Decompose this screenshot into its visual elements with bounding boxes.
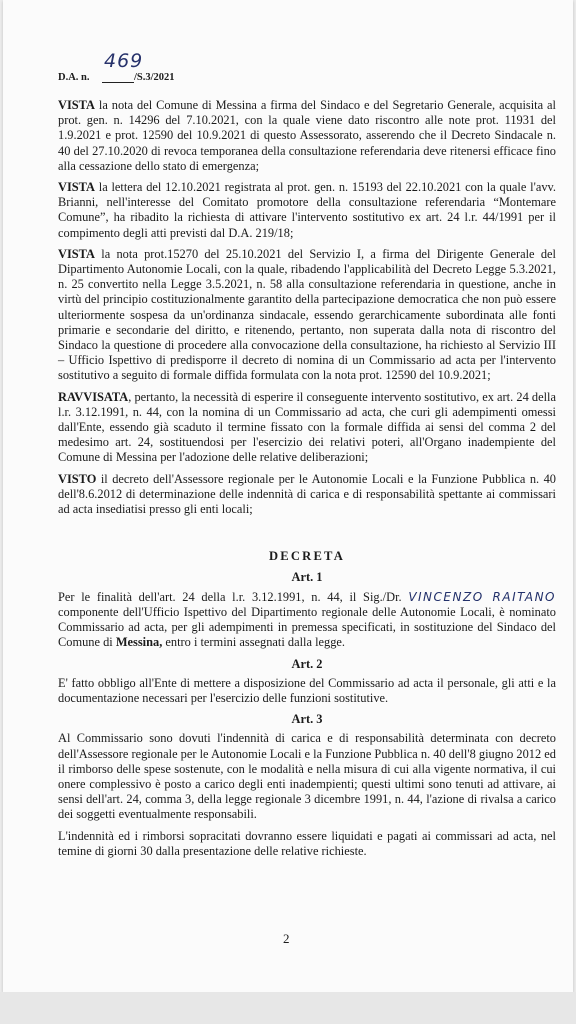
- article-1-text-a: Per le finalità dell'art. 24 della l.r. 3.12.1991, n. 44, il Sig./Dr.: [58, 589, 409, 604]
- premessa-ravvisata: [58, 390, 556, 466]
- article-2-text: E' fatto obbligo all'Ente di mettere a disposizione del Commissario ad acta il personale, gli atti e la documentazione necessari per l'esercizio delle funzioni sostitutive.: [58, 675, 556, 705]
- premessa-lead: VISTA: [58, 98, 95, 112]
- premessa-lead: VISTA: [58, 180, 95, 195]
- premessa-vista-1: [58, 98, 556, 174]
- premessa-vista-2: [58, 180, 556, 241]
- decree-number-suffix: /S.3/2021: [134, 72, 175, 83]
- article-1-text: [58, 590, 556, 651]
- decree-number-line: [58, 50, 556, 88]
- article-1-text-c: entro i termini assegnati dalla legge.: [162, 635, 345, 650]
- handwritten-commissioner-name: VINCENZO RAITANO: [408, 589, 556, 604]
- handwritten-decree-number: 469: [104, 50, 144, 72]
- premessa-vista-3: [58, 247, 556, 384]
- decreta-heading: DECRETA: [268, 549, 346, 564]
- article-3-heading: Art. 3: [291, 712, 323, 727]
- article-2-heading: Art. 2: [291, 656, 323, 671]
- article-3-text-1: Al Commissario sono dovuti l'indennità di carica e di responsabilità determinata con decreto dell'Assessore regionale per le Autonomie Locali e la Funzione Pubblica n. 40 dell'8 giugno 2012 ed il rimborso delle spese sostenute, con le modalità e nella misura di cui alla vigente normativa, il cui onere complessivo è posto a carico degli enti inadempienti; questi ultimi sono tenuti ad attivare, ai sensi dell'art. 24, comma 3, della legge regionale 3 dicembre 1991, n. 44, l'azione di rivalsa a carico dei soggetti eventualmente responsabili.: [58, 731, 556, 822]
- page-number: 2: [283, 931, 290, 946]
- article-3-text-2: L'indennità ed i rimborsi sopracitati dovranno essere liquidati e pagati ai commissari ad acta, nel temine di giorni 30 dalla presentazione delle relative richieste.: [58, 828, 556, 858]
- premessa-lead: VISTA: [58, 246, 95, 261]
- premessa-text: la nota prot.15270 del 25.10.2021 del Servizio I, a firma del Dirigente Generale del Dipartimento Autonomie Locali, con la quale, ribadendo l'applicabilità del Decreto Legge 5.3.2021, n. 25 convertito nella Legge 3.5.2021, n. 58 alla consultazione referendaria in questione, anche in virtù del principio costituzionalmente garantito della partecipazione democratica che non può essere ulteriormente sospesa da un'ordinanza sindacale, essendo gerarchicamente subordinata alle fonti primarie e secondarie del diritto, e ritenendo, pertanto, non superata dalla nota di riscontro del Sindaco la questione di procedere alla convocazione della consultazione, ha richiesto al Servizio III – Ufficio Ispettivo di predisporre il decreto di nomina di un Commissario ad acta per l'intervento sostitutivo a seguito di formale diffida formulata con la nota prot. 12590 del 10.9.2021;: [58, 246, 556, 383]
- document-page: [3, 0, 573, 992]
- document-body: [58, 50, 556, 865]
- premessa-lead: RAVVISATA: [58, 389, 129, 404]
- article-1-city: Messina,: [115, 635, 163, 650]
- decree-number-underline: [102, 82, 134, 83]
- background-strip: [0, 992, 576, 1024]
- article-1-text-b: componente dell'Ufficio Ispettivo del Dipartimento regionale delle Autonomie Locali, è nominato Commissario ad acta, per gli adempimenti in premessa specificati, in sostituzione del Sindaco del Comune di: [58, 604, 556, 650]
- premessa-lead: VISTO: [58, 471, 97, 486]
- premessa-text: il decreto dell'Assessore regionale per le Autonomie Locali e la Funzione Pubblica n. 40 dell'8.6.2012 di determinazione delle indennità di carica e di responsabilità spettante ai commissari ad acta insediatisi presso gli enti locali;: [58, 471, 556, 517]
- article-1-heading: Art. 1: [291, 570, 323, 585]
- premessa-text: , pertanto, la necessità di esperire il conseguente intervento sostitutivo, ex art. 24 della l.r. 3.12.1991, n. 44, con la nomina di un Commissario ad acta, che curi gli adempimenti omessi dall'Ente, essendo già scaduto il termine fissato con la formale diffida ai sensi del comma 2 del medesimo art. 24, sostituendosi per l'esercizio dei relativi poteri, all'Organo inadempiente del Comune di Messina per l'adozione delle relative deliberazioni;: [58, 389, 556, 465]
- premessa-text: la nota del Comune di Messina a firma del Sindaco e del Segretario Generale, acquisita al prot. gen. n. 14296 del 7.10.2021, con la quale viene dato riscontro alle note prot. 11931 del 1.9.2021 e prot. 12590 del 10.9.2021 di questo Assessorato, asserendo che il Decreto Sindacale n. 40 del 27.10.2020 di revoca temporanea della consultazione referendaria deve ritenersi efficace fino alla cessazione dello stato di emergenza;: [58, 98, 556, 173]
- premessa-visto: [58, 472, 556, 518]
- premessa-text: la lettera del 12.10.2021 registrata al prot. gen. n. 15193 del 22.10.2021 con la quale l'avv. Brianni, nell'interesse del Comitato promotore della consultazione referendaria “Montemare Comune”, ha ribadito la richiesta di attivare l'intervento sostitutivo ex art. 24 l.r. 44/1991 per il compimento degli atti previsti dal D.A. 219/18;: [58, 180, 556, 240]
- decree-number-label: D.A. n.: [58, 72, 90, 83]
